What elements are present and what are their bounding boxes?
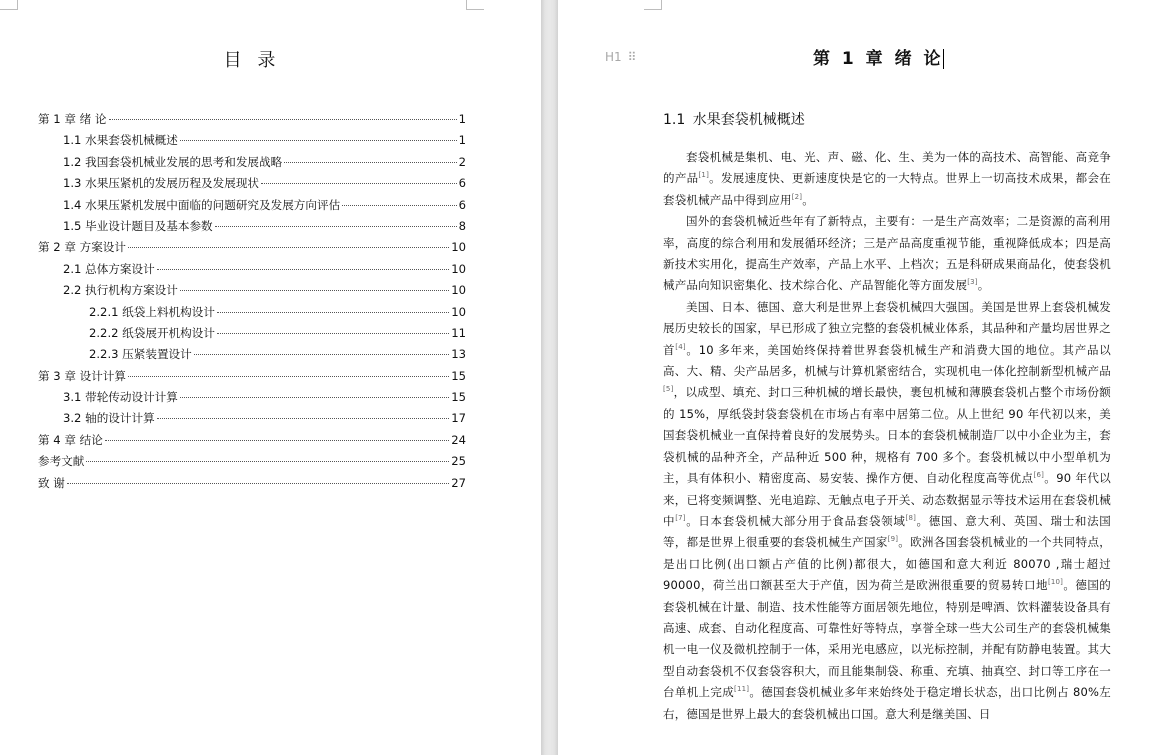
toc-entry[interactable] — [38, 430, 466, 451]
paragraph-text: 。欧洲各国套袋机械业的一个共同特点，是出口比例(出口额占产值的比例)都很大，如德国和意大利近 80070 ,瑞士超过 90000，荷兰出口额甚至大于产值，因为荷兰是欧洲很重要的贸易转口地 — [663, 535, 1111, 593]
toc-dot-leader — [128, 376, 449, 377]
toc-entry[interactable] — [38, 130, 466, 151]
toc-title: 目 录 — [223, 50, 277, 71]
toc-page-number: 2 — [458, 154, 466, 169]
citation-reference[interactable]: [5] — [663, 385, 674, 394]
toc-entry-title: 第 1 章 绪 论 — [38, 112, 107, 126]
toc-entry-title: 1.1 水果套袋机械概述 — [63, 133, 178, 148]
toc-entry-title: 第 3 章 设计计算 — [38, 368, 126, 383]
toc-entry[interactable] — [38, 473, 466, 494]
crop-mark-top-left — [0, 0, 18, 10]
toc-page-number: 11 — [451, 325, 466, 340]
paragraph-text: 。发展速度快、更新速度快是它的一大特点。世界上一切高技术成果，都会在套袋机械产品中得到应用 — [663, 171, 1112, 207]
paragraph-text: 套袋机械是集机、电、光、声、磁、化、生、美为一体的高技术、高智能、高竞争的产品 — [663, 150, 1111, 186]
body-paragraph[interactable] — [663, 147, 1111, 211]
toc-entry-title: 第 4 章 结论 — [38, 432, 103, 447]
toc-entry[interactable] — [38, 259, 466, 280]
toc-dot-leader — [180, 397, 449, 398]
toc-dot-leader — [157, 269, 450, 270]
toc-page-number: 27 — [451, 475, 466, 490]
document-body[interactable] — [663, 147, 1111, 725]
toc-entry-title: 3.1 带轮传动设计计算 — [63, 390, 178, 405]
toc-page-number: 25 — [451, 454, 466, 469]
toc-page-number: 17 — [451, 411, 466, 426]
citation-reference[interactable]: [9] — [887, 535, 899, 544]
toc-dot-leader — [217, 333, 449, 334]
toc-page-number: 10 — [451, 240, 466, 255]
toc-page-number: 10 — [451, 283, 466, 298]
drag-handle-icon[interactable]: ⠿ — [627, 50, 636, 64]
toc-entry-title: 1.4 水果压紧机发展中面临的问题研究及发展方向评估 — [63, 197, 341, 212]
body-paragraph[interactable] — [663, 211, 1111, 297]
toc-entry-title: 2.2.2 纸袋展开机构设计 — [89, 325, 215, 340]
toc-entry-title: 2.2.3 压紧装置设计 — [89, 347, 192, 362]
paragraph-text: 。德国套袋机械业多年来始终处于稳定增长状态，出口比例占 80%左右，德国是世界上最大的套袋机械出口国。意大利是继美国、日 — [663, 685, 1111, 721]
toc-dot-leader — [157, 418, 450, 419]
toc-dot-leader — [215, 226, 457, 227]
chapter-title-text: 第 1 章 绪 论 — [813, 49, 942, 69]
toc-entry[interactable] — [38, 344, 466, 365]
paragraph-text: 国外的套袋机械近些年有了新特点，主要有：一是生产高效率；二是资源的高利用率，高度的综合利用和发展循环经济；三是产品高度重视节能，重视降低成本；四是高新技术实用化，提高生产效率，产品上水平、上档次；五是科研成果商品化，使套袋机械产品向知识密集化、技术综合化、产品智能化等方面发展 — [663, 214, 1111, 293]
toc-page — [0, 0, 541, 755]
paragraph-text: 。90 年代以来，已将变频调整、光电追踪、无触点电子开关、动态数据显示等技术运用在套袋机械中 — [663, 471, 1111, 528]
toc-page-number: 6 — [458, 176, 466, 191]
toc-dot-leader — [180, 290, 449, 291]
toc-entry-title: 1.2 我国套袋机械业发展的思考和发展战略 — [63, 154, 283, 169]
toc-entry[interactable] — [38, 152, 466, 173]
toc-entry[interactable] — [38, 366, 466, 387]
toc-page-number: 15 — [451, 368, 466, 383]
toc-dot-leader — [109, 119, 457, 120]
toc-page-number: 10 — [451, 261, 466, 276]
toc-dot-leader — [217, 312, 449, 313]
toc-dot-leader — [194, 354, 449, 355]
toc-dot-leader — [261, 183, 457, 184]
toc-entry-title: 3.2 轴的设计计算 — [63, 411, 155, 426]
toc-entry-title: 2.1 总体方案设计 — [63, 261, 155, 276]
toc-dot-leader — [284, 162, 456, 163]
toc-page-number: 1 — [458, 112, 466, 126]
paragraph-text: 。 — [977, 278, 990, 293]
citation-reference[interactable]: [4] — [675, 342, 686, 351]
paragraph-text: 。 — [802, 192, 814, 207]
toc-dot-leader — [342, 205, 456, 206]
citation-reference[interactable]: [7] — [675, 514, 686, 523]
chapter-title[interactable] — [813, 44, 944, 69]
toc-list — [38, 109, 466, 494]
citation-reference[interactable]: [8] — [905, 514, 917, 523]
page-gap — [541, 0, 558, 755]
toc-page-number: 8 — [458, 218, 466, 233]
citation-reference[interactable]: [2] — [791, 192, 803, 201]
heading-level-icon: H1 — [605, 50, 622, 64]
crop-mark-top-left — [644, 0, 662, 10]
section-title[interactable]: 1.1 水果套袋机械概述 — [663, 112, 805, 128]
toc-entry[interactable] — [38, 323, 466, 344]
paragraph-text: 。10 多年来，美国始终保持着世界套袋机械生产和消费大国的地位。其产品以高、大、精、尖产品居多，机械与计算机紧密结合，实现机电一体化控制新型机械产品 — [663, 342, 1111, 379]
toc-entry-title: 1.5 毕业设计题目及基本参数 — [63, 218, 213, 233]
toc-entry[interactable] — [38, 280, 466, 301]
toc-page-number: 15 — [451, 390, 466, 405]
paragraph-text: 。德国的套袋机械在计量、制造、技术性能等方面居领先地位，特别是啤酒、饮料灌装设备具有高速、成套、自动化程度高、可靠性好等特点，享誉全球一些大公司生产的套袋机械集机一电一仪及微机控制于一体，采用光电感应，以光标控制，并配有防静电装置。其大型自动套袋机不仅套袋容积大，而且能集制袋、称重、充填、抽真空、封口等工序在一台单机上完成 — [663, 578, 1111, 700]
toc-dot-leader — [128, 247, 449, 248]
chapter-page[interactable] — [558, 0, 1162, 755]
toc-dot-leader — [86, 461, 449, 462]
toc-entry[interactable] — [38, 216, 466, 237]
toc-entry[interactable] — [38, 173, 466, 194]
toc-dot-leader — [67, 483, 449, 484]
toc-dot-leader — [180, 140, 457, 141]
paragraph-text: 。德国、意大利、英国、瑞士和法国等，都是世界上很重要的套袋机械生产国家 — [663, 513, 1111, 550]
paragraph-text: 美国、日本、德国、意大利是世界上套袋机械四大强国。美国是世界上套袋机械发展历史较长的国家，早已形成了独立完整的套袋机械业体系，其品种和产量均居世界之首 — [663, 299, 1111, 357]
body-paragraph[interactable] — [663, 297, 1111, 725]
toc-entry[interactable] — [38, 451, 466, 472]
toc-page-number: 1 — [458, 133, 466, 148]
paragraph-text: 。日本套袋机械大部分用于食品套袋领域 — [685, 513, 906, 528]
toc-entry-title: 致 谢 — [38, 475, 65, 490]
toc-page-number: 10 — [451, 304, 466, 319]
citation-reference[interactable]: [11] — [734, 685, 750, 694]
toc-entry[interactable] — [38, 302, 466, 323]
toc-page-number: 13 — [451, 347, 466, 362]
toc-entry[interactable] — [38, 195, 466, 216]
toc-entry-title: 第 2 章 方案设计 — [38, 240, 126, 255]
paragraph-text: ，以成型、填充、封口三种机械的增长最快，裹包机械和薄膜套袋机占整个市场份额的 15%，厚纸袋封袋套袋机在市场占有率中居第二位。从上世纪 90 年代初以来，美国套袋机械业一直保持着良好的发展势头。日本的套袋机械制造厂以中小企业为主，套袋机械的品种齐全，产品种近 500 种，规格有 700 多个。套袋机械以中小型单机为主，具有体积小、精密度高、易安装、操作方便、自动化程度高等优点 — [663, 385, 1111, 486]
toc-entry-title: 2.2 执行机构方案设计 — [63, 283, 178, 298]
toc-entry[interactable] — [38, 109, 466, 130]
toc-dot-leader — [105, 440, 449, 441]
citation-reference[interactable]: [10] — [1047, 578, 1064, 587]
citation-reference[interactable]: [6] — [1033, 471, 1045, 480]
citation-reference[interactable]: [1] — [698, 171, 709, 180]
toc-entry-title: 参考文献 — [38, 454, 85, 469]
toc-entry-title: 1.3 水果压紧机的发展历程及发展现状 — [63, 176, 260, 191]
toc-page-number: 24 — [451, 432, 466, 447]
toc-page-number: 6 — [458, 197, 466, 212]
toc-entry[interactable] — [38, 408, 466, 429]
text-cursor — [943, 49, 944, 69]
toc-entry[interactable] — [38, 237, 466, 258]
heading-style-marker[interactable] — [605, 50, 635, 64]
toc-entry-title: 2.2.1 纸袋上料机构设计 — [89, 304, 215, 319]
citation-reference[interactable]: [3] — [967, 278, 978, 287]
crop-mark-top-right — [466, 0, 484, 10]
toc-entry[interactable] — [38, 387, 466, 408]
